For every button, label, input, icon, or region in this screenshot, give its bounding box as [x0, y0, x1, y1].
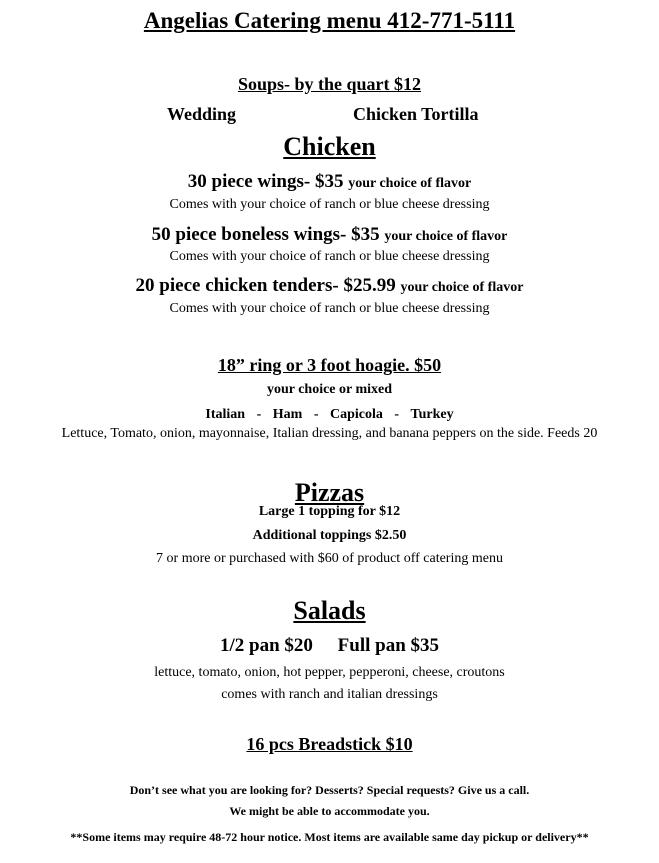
- salad-line: lettuce, tomato, onion, hot pepper, pepperoni, cheese, croutons: [154, 665, 505, 680]
- salad-prices: [0, 634, 659, 658]
- meat-option: Turkey: [410, 407, 454, 422]
- meat-separator: -: [313, 407, 319, 422]
- chicken-item: [0, 170, 659, 196]
- pizza-line: Additional toppings $2.50: [252, 528, 407, 543]
- hoagie-choice: your choice or mixed: [266, 382, 393, 397]
- hoagie-heading: 18” ring or 3 foot hoagie. $50: [217, 355, 442, 375]
- hoagie-meats: [0, 406, 659, 424]
- chicken-item: [0, 274, 659, 300]
- chicken-item-dressing: Comes with your choice of ranch or blue cheese dressing: [169, 301, 490, 316]
- soups-heading: Soups- by the quart $12: [237, 74, 422, 94]
- chicken-heading: Chicken: [283, 132, 376, 161]
- chicken-item-name: 20 piece chicken tenders- $25.99: [135, 275, 396, 296]
- meat-option: Ham: [272, 407, 303, 422]
- meat-option: Capicola: [329, 407, 383, 422]
- footer-note: We might be able to accommodate you.: [229, 804, 430, 818]
- salads-heading: Salads: [293, 596, 366, 625]
- chicken-item: [0, 223, 659, 249]
- meat-option: Italian: [205, 407, 246, 422]
- footer-note: Don’t see what you are looking for? Desserts? Special requests? Give us a call.: [129, 783, 530, 797]
- chicken-item-dressing: Comes with your choice of ranch or blue cheese dressing: [169, 197, 490, 212]
- soup-wedding: Wedding: [167, 104, 237, 124]
- chicken-item-flavor: your choice of flavor: [348, 176, 472, 191]
- chicken-item-name: 30 piece wings- $35: [187, 171, 344, 192]
- chicken-item-dressing: Comes with your choice of ranch or blue cheese dressing: [169, 249, 490, 264]
- meat-separator: -: [394, 407, 400, 422]
- chicken-item-name: 50 piece boneless wings- $35: [151, 224, 380, 245]
- pizza-line: Large 1 topping for $12: [258, 504, 401, 519]
- pizza-line: 7 or more or purchased with $60 of product off catering menu: [156, 551, 503, 566]
- chicken-item-flavor: your choice of flavor: [384, 229, 508, 244]
- hoagie-description: Lettuce, Tomato, onion, mayonnaise, Italian dressing, and banana peppers on the side. Feeds 20: [61, 426, 598, 441]
- salad-line: comes with ranch and italian dressings: [221, 687, 438, 702]
- pizzas-heading: Pizzas: [294, 478, 365, 507]
- salad-half-pan-price: 1/2 pan $20: [219, 635, 313, 656]
- soup-chicken-tortilla: Chicken Tortilla: [353, 104, 479, 124]
- menu-title: Angelias Catering menu 412-771-5111: [143, 8, 516, 33]
- salad-full-pan-price: Full pan $35: [337, 635, 440, 656]
- breadstick-item: 16 pcs Breadstick $10: [246, 734, 413, 754]
- chicken-item-flavor: your choice of flavor: [400, 280, 524, 295]
- meat-separator: -: [256, 407, 262, 422]
- footer-note: **Some items may require 48-72 hour notice. Most items are available same day pickup or delivery**: [70, 830, 589, 844]
